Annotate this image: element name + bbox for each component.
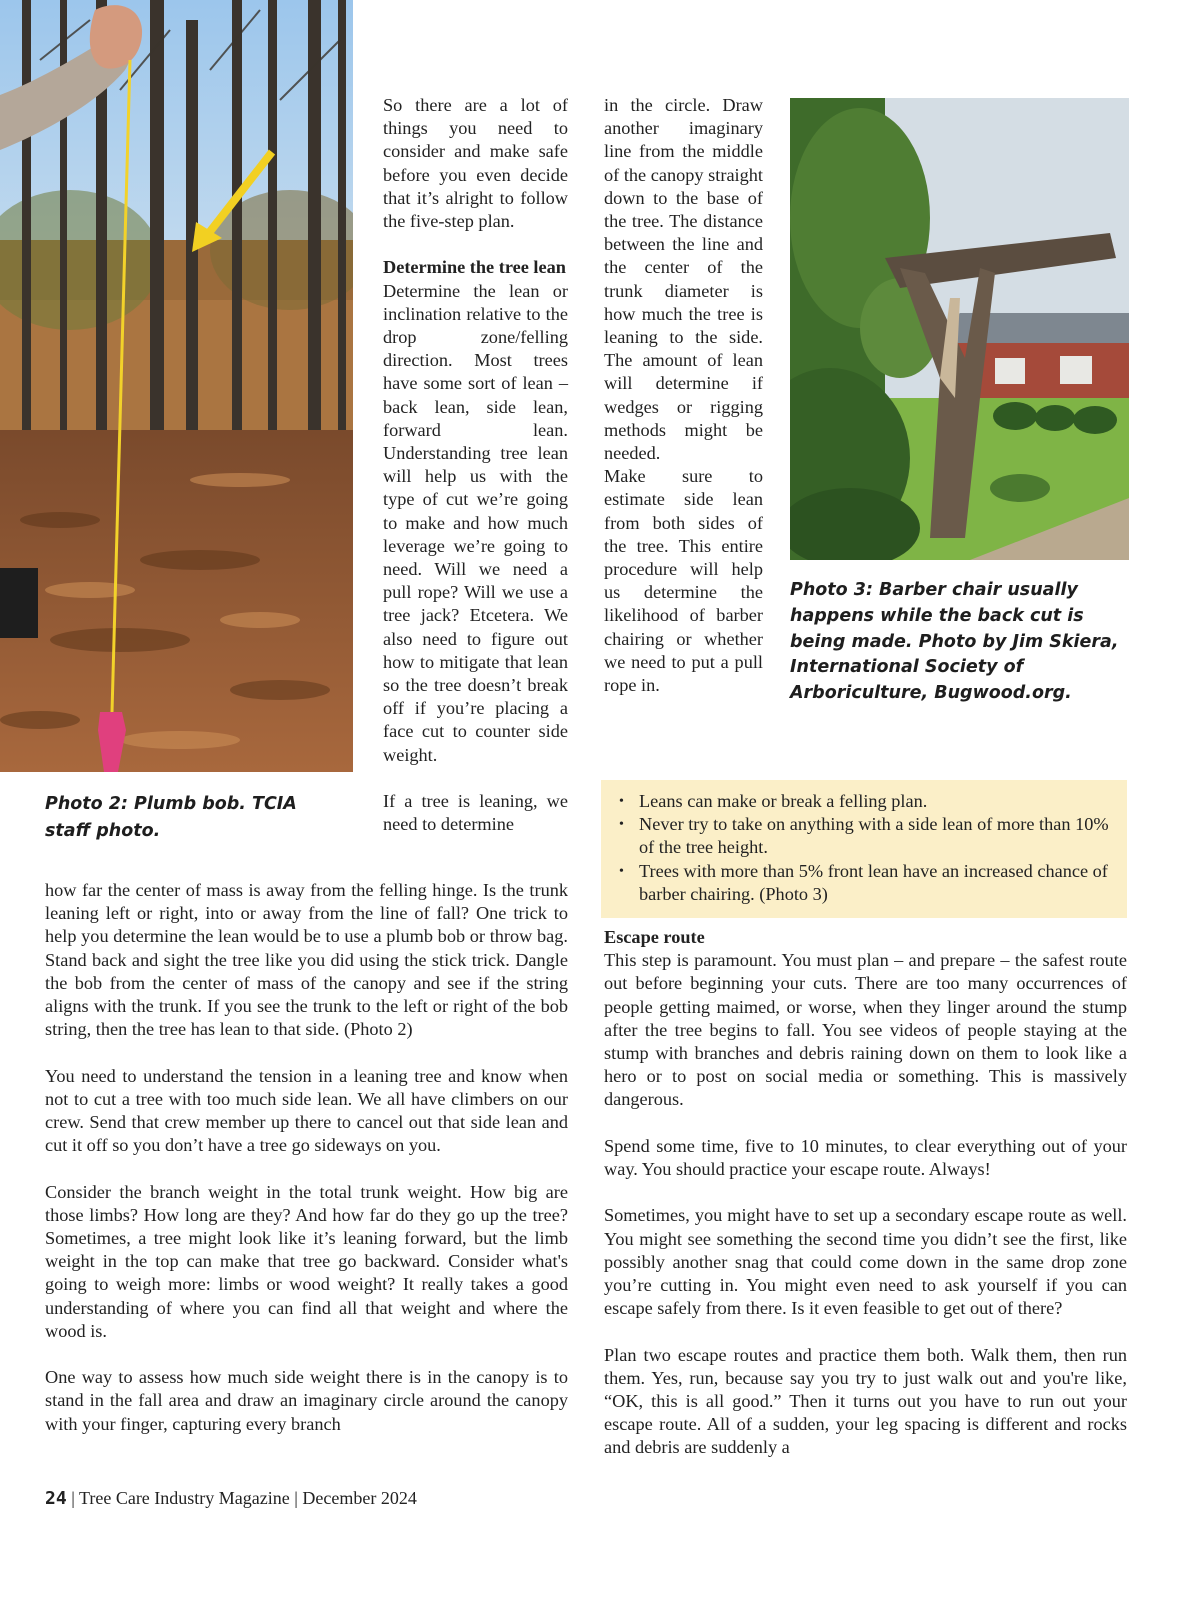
column-middle-upper bbox=[383, 94, 568, 836]
page-number: 24 bbox=[45, 1488, 67, 1509]
page-footer bbox=[45, 1488, 645, 1509]
photo-2-caption: Photo 2: Plumb bob. TCIA staff photo. bbox=[45, 794, 297, 841]
paragraph-secondary-route: Sometimes, you might have to set up a secondary escape route as well. You might see something the second time you didn’t see the first, like possibly another snag that could come down in the same drop zone you’re cutting in. You might even need to ask yourself if you can escape safely from there. Is it even feasible to get out of there? bbox=[604, 1205, 1127, 1319]
section-heading-tree-lean: Determine the tree lean bbox=[383, 257, 566, 278]
paragraph-lean: Determine the lean or inclination relative to the drop zone/felling direction. Most trees have some sort of lean – back lean, side lean, forward lean. Understanding tree lean will help us with the type of cut we’re going to make and how much leverage we’re going to need. Will we need a pull rope? Will we use a tree jack? Etcetera. We also need to figure out how to mitigate that lean so the tree doesn’t break off if you’re placing a face cut to counter side weight. bbox=[383, 280, 568, 765]
column-right-lower bbox=[604, 926, 1127, 1460]
photo-plumb-bob-image bbox=[0, 0, 353, 772]
paragraph-center-of-mass: how far the center of mass is away from the felling hinge. Is the trunk leaning left or right, into or away from the line of fall? One trick to help you determine the lean would be to use a plumb bob or throw bag. Stand back and sight the tree like you did using the stick trick. Dangle the bob from the center of mass of the canopy and see if the string aligns with the trunk. If you see the trunk to the left or right of the bob string, then the tree has lean to that side. (Photo 2) bbox=[45, 880, 568, 1040]
column-left-lower bbox=[45, 879, 568, 1436]
photo-plumb-bob bbox=[0, 0, 353, 772]
photo-3-caption: Photo 3: Barber chair usually happens while the back cut is being made. Photo by Jim Skiera, International Society of Arboriculture, Bugwood.org. bbox=[790, 580, 1119, 704]
paragraph-escape-paramount: This step is paramount. You must plan – and prepare – the safest route out before beginning your cuts. There are too many occurrences of people getting maimed, or worse, when they linger around the stump after the tree begins to fall. You see videos of people staying at the stump with branches and debris raining down on them to look like a hero or to post on social media or something. This is massively dangerous. bbox=[604, 950, 1127, 1110]
section-heading-escape-route: Escape route bbox=[604, 927, 705, 947]
paragraph-two-routes: Plan two escape routes and practice them both. Walk them, then run them. Yes, run, because say you try to just walk out and you're like, “OK, this is all good.” Then it turns out you have to run out your escape route. All of a sudden, your leg spacing is different and rocks and debris are suddenly a bbox=[604, 1344, 1127, 1458]
paragraph-tension: You need to understand the tension in a leaning tree and know when not to cut a tree with too much side lean. We all have climbers on our crew. Send that crew member up there to cancel out that side lean and cut it off so you don’t have a tree go sideways on you. bbox=[45, 1065, 568, 1156]
paragraph-leaning-start: If a tree is leaning, we need to determine bbox=[383, 791, 568, 835]
photo-barber-chair bbox=[790, 98, 1129, 560]
callout-item: • Trees with more than 5% front lean have an increased chance of barber chairing. (Photo 3) bbox=[639, 860, 1113, 906]
paragraph-branch-weight: Consider the branch weight in the total trunk weight. How big are those limbs? How long are they? And how far do they go up the tree? Sometimes, a tree might look like it’s leaning forward, but the limb weight in the top can make that tree go backward. Consider what's going to weigh more: limbs or wood weight? It really takes a good understanding of where you can find all that weight and where the wood is. bbox=[45, 1181, 568, 1341]
publication-name: Tree Care Industry Magazine bbox=[78, 1488, 290, 1508]
callout-item: • Never try to take on anything with a side lean of more than 10% of the tree height. bbox=[639, 813, 1113, 859]
paragraph-spend-time: Spend some time, five to 10 minutes, to clear everything out of your way. You should practice your escape route. Always! bbox=[604, 1135, 1127, 1180]
paragraph-intro: So there are a lot of things you need to consider and make safe before you even decide that it’s alright to follow the five-step plan. bbox=[383, 95, 568, 232]
issue-date: December 2024 bbox=[302, 1488, 417, 1508]
column-middle-right bbox=[604, 94, 763, 697]
photo-barber-chair-image bbox=[790, 98, 1129, 560]
footer-separator: | bbox=[294, 1488, 298, 1508]
footer-separator: | bbox=[71, 1488, 75, 1508]
paragraph-side-weight: One way to assess how much side weight there is in the canopy is to stand in the fall area and draw an imaginary circle around the canopy with your finger, capturing every branch bbox=[45, 1367, 568, 1434]
paragraph-imaginary-line: in the circle. Draw another imaginary line from the middle of the canopy straight down to the base of the tree. The distance between the line and the center of the trunk diameter is how much the tree is leaning to the side. The amount of lean will determine if wedges or rigging methods might be needed. bbox=[604, 95, 763, 464]
callout-item: • Leans can make or break a felling plan. bbox=[639, 790, 1113, 813]
callout-box bbox=[601, 780, 1127, 918]
paragraph-estimate-lean: Make sure to estimate side lean from both sides of the tree. This entire procedure will help us determine the likelihood of barber chairing or whether we need to put a pull rope in. bbox=[604, 466, 763, 696]
callout-list bbox=[601, 780, 1127, 918]
